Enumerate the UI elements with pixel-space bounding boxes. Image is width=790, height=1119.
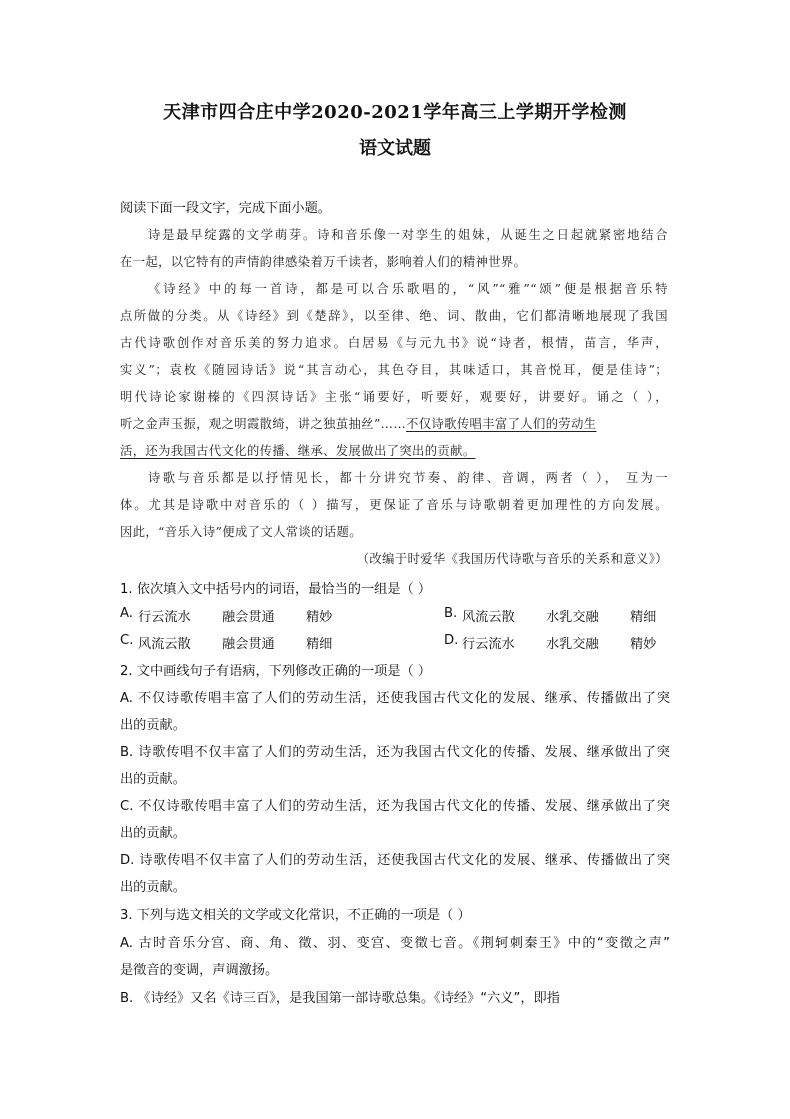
passage-line: 实义”；袁枚《随园诗话》说“其言动心，其色夺目，其味适口，其音悦耳，便是佳诗”； bbox=[120, 363, 668, 377]
option-word: 精细 bbox=[630, 610, 657, 625]
option-word: 融会贯通 bbox=[222, 610, 275, 625]
exam-subtitle: 语文试题 bbox=[359, 138, 431, 159]
q2-option-d: D. 诗歌传唱不仅丰富了人们的劳动生活，还使我国古代文化的发展、继承、传播做出了突 bbox=[120, 853, 670, 868]
underlined-sentence: 不仅诗歌传唱丰富了人们的劳动生 bbox=[406, 417, 597, 431]
q2-option-c-cont: 出的贡献。 bbox=[120, 826, 186, 841]
option-word: 融会贯通 bbox=[222, 637, 275, 652]
option-label: A. bbox=[120, 606, 133, 621]
passage-line: 古代诗歌创作对音乐美的努力追求。白居易《与元九书》说“诗者，根情，苗言，华声， bbox=[120, 336, 668, 350]
option-word: 精细 bbox=[306, 637, 333, 652]
exam-title: 天津市四合庄中学2020-2021学年高三上学期开学检测 bbox=[163, 102, 627, 123]
option-word: 水乳交融 bbox=[546, 610, 599, 625]
passage-line: 诗歌与音乐都是以抒情见长，都十分讲究节奏、韵律、音调，两者（ ）， 互为一 bbox=[148, 471, 668, 485]
q2-option-a: A. 不仅诗歌传唱丰富了人们的劳动生活，还使我国古代文化的发展、继承、传播做出了突 bbox=[120, 691, 670, 706]
q2-option-a-cont: 出的贡献。 bbox=[120, 718, 186, 733]
question-2-stem: 2. 文中画线句子有语病，下列修改正确的一项是（ ） bbox=[120, 664, 432, 679]
q3-option-b: B. 《诗经》又名《诗三百》，是我国第一部诗歌总集。《诗经》“六义”，即指 bbox=[120, 991, 560, 1006]
option-word: 风流云散 bbox=[138, 637, 191, 652]
reading-instructions: 阅读下面一段文字，完成下面小题。 bbox=[120, 201, 331, 216]
passage-line bbox=[120, 414, 680, 432]
option-word: 行云流水 bbox=[462, 637, 515, 652]
q2-option-b-cont: 出的贡献。 bbox=[120, 772, 186, 787]
option-word: 水乳交融 bbox=[546, 637, 599, 652]
option-label: C. bbox=[120, 633, 134, 648]
q2-option-b: B. 诗歌传唱不仅丰富了人们的劳动生活，还为我国古代文化的传播、发展、继承做出了突 bbox=[120, 745, 670, 760]
q2-option-c: C. 不仅诗歌传唱丰富了人们的劳动生活，还为我国古代文化的传播、发展、继承做出了突 bbox=[120, 799, 670, 814]
option-word: 精妙 bbox=[306, 610, 333, 625]
passage-line: 明代诗论家谢榛的《四溟诗话》主张“诵要好，听要好，观要好，讲要好。诵之（ ）， bbox=[120, 390, 668, 404]
passage-line: 点所做的分类。从《诗经》到《楚辞》，以至律、绝、词、散曲，它们都清晰地展现了我国 bbox=[120, 309, 668, 323]
option-word: 精妙 bbox=[630, 637, 657, 652]
underlined-sentence: 活，还为我国古代文化的传播、继承、发展做出了突出的贡献。 bbox=[120, 444, 476, 458]
question-1-stem: 1. 依次填入文中括号内的词语，最恰当的一组是（ ） bbox=[120, 582, 432, 597]
q3-option-a-cont: 是徵音的变调，声调激扬。 bbox=[120, 963, 279, 978]
question-3-stem: 3. 下列与选文相关的文学或文化常识，不正确的一项是（ ） bbox=[120, 908, 471, 923]
passage-line: 体。尤其是诗歌中对音乐的（ ）描写，更保证了音乐与诗歌朝着更加理性的方向发展。 bbox=[120, 498, 668, 512]
option-label: D. bbox=[444, 633, 459, 648]
option-label: B. bbox=[444, 606, 458, 621]
passage-text: 听之金声玉振，观之明霞散绮，讲之独茧抽丝”…… bbox=[120, 417, 407, 431]
passage-line: 在一起，以它特有的声情韵律感染着万千读者，影响着人们的精神世界。 bbox=[120, 255, 527, 269]
passage-line: 《诗经》中的每一首诗，都是可以合乐歌唱的，“风”“雅”“颂”便是根据音乐特 bbox=[148, 282, 668, 296]
q3-option-a: A. 古时音乐分宫、商、角、徵、羽、变宫、变徵七音。《荆轲刺秦王》中的“变徵之声” bbox=[120, 936, 670, 951]
passage-line: 因此，“音乐入诗”便成了文人常谈的话题。 bbox=[120, 525, 362, 539]
passage-source: （改编于时爱华《我国历代诗歌与音乐的关系和意义》） bbox=[356, 552, 668, 566]
q2-option-d-cont: 出的贡献。 bbox=[120, 880, 186, 895]
passage-line: 诗是最早绽露的文学萌芽。诗和音乐像一对孪生的姐妹，从诞生之日起就紧密地结合 bbox=[148, 228, 668, 242]
option-word: 行云流水 bbox=[138, 610, 191, 625]
option-word: 风流云散 bbox=[462, 610, 515, 625]
